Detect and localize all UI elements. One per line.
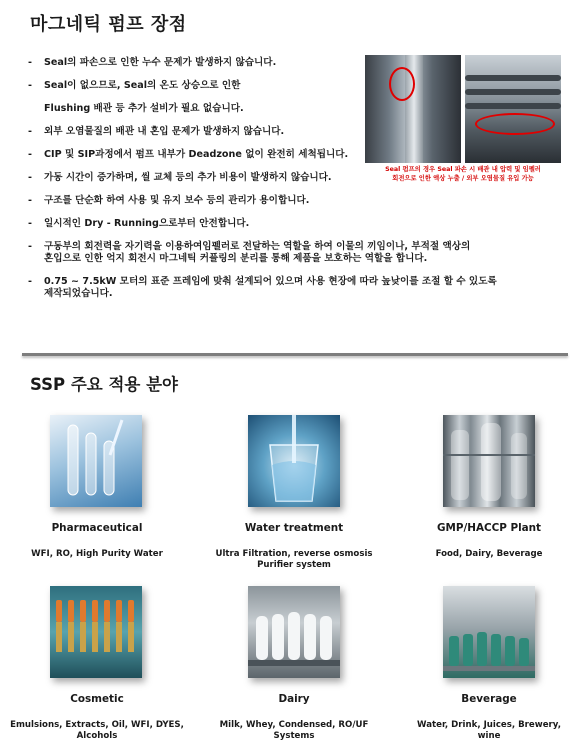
application-desc: WFI, RO, High Purity Water [31,549,163,559]
leak-highlight-ellipse [475,113,555,135]
application-name: Pharmaceutical [51,522,143,534]
spring-coil-shape [465,75,561,81]
application-name: GMP/HACCP Plant [436,522,542,534]
advantage-text: CIP 및 SIP과정에서 펌프 내부가 Deadzone 없이 완전히 세척됩니다. [44,149,349,160]
application-name: Beverage [461,693,517,705]
application-name: Water treatment [244,522,344,534]
seal-pump-photo [365,55,561,163]
advantage-text: 가동 시간이 증가하며, 씰 교체 등의 추가 비용이 발생하지 않습니다. [44,172,332,183]
seal-shaft-image [365,55,461,163]
water-treatment-image [248,415,340,507]
application-desc: Water, Drink, Juices, Brewery, wine [417,720,561,741]
application-desc: Food, Dairy, Beverage [435,549,543,559]
application-desc: Ultra Filtration, reverse osmosis Purifier system [215,549,373,570]
page-title: 마그네틱 펌프 장점 [30,14,187,35]
application-desc: Milk, Whey, Condensed, RO/UF Systems [219,720,369,741]
advantage-text: 외부 오염물질의 배관 내 혼입 문제가 발생하지 않습니다. [44,126,285,137]
advantage-item [28,218,548,230]
spring-coil-shape [465,103,561,109]
application-desc: Emulsions, Extracts, Oil, WFI, DYES, Alcohols [10,720,184,741]
bullet-marker: - [28,149,32,160]
bullet-marker: - [28,276,32,287]
bullet-marker: - [28,80,32,91]
advantage-item [28,241,548,265]
applications-title: SSP 주요 적용 분야 [30,375,178,394]
milk-bottles-icon [248,586,340,678]
application-name: Cosmetic [70,693,124,705]
seal-spring-image [465,55,561,163]
bullet-marker: - [28,126,32,137]
advantage-text: 일시적인 Dry - Running으로부터 안전합니다. [44,218,250,229]
steel-tanks-icon [443,415,535,507]
bullet-marker: - [28,57,32,68]
bullet-marker: - [28,195,32,206]
cosmetic-image [50,586,142,678]
advantage-text: Seal의 파손으로 인한 누수 문제가 발생하지 않습니다. [44,57,277,68]
advantage-item [28,195,548,207]
advantage-item [28,276,548,300]
advantage-text: Seal이 없으므로, Seal의 온도 상승으로 인한 Flushing 배관 등 추가 설비가 필요 없습니다. [44,80,244,114]
bullet-marker: - [28,172,32,183]
advantage-text: 구조를 단순화 하여 사용 및 유지 보수 등의 관리가 용이합니다. [44,195,310,206]
advantage-text: 구동부의 회전력을 자기력을 이용하여임펠러로 전달하는 역할을 하여 이물의 끼임이나, 부적절 액상의 혼입으로 인한 억지 회전시 마그네틱 커플링의 분리를 통해 제품을 보호하는 역할을 합니다. [44,241,471,264]
bullet-marker: - [28,218,32,229]
test-tubes-icon [50,415,142,507]
seal-highlight-circle [389,67,415,101]
section-divider [22,353,568,356]
spring-coil-shape [465,89,561,95]
pharmaceutical-image [50,415,142,507]
application-name: Dairy [278,693,310,705]
dairy-image [248,586,340,678]
advantage-text: 0.75 ~ 7.5kW 모터의 표준 프레임에 맞춰 설계되어 있으며 사용 현장에 따라 높낮이를 조절 할 수 있도록 제작되었습니다. [44,276,497,299]
bullet-marker: - [28,241,32,252]
beverage-image [443,586,535,678]
lipstick-rows-icon [50,586,142,678]
seal-photo-caption: Seal 펌프의 경우 Seal 파손 시 배관 내 압력 및 임펠러 회전으로 인한 액상 누출 / 외부 오염물질 유입 가능 [385,166,541,182]
bottle-line-icon [443,586,535,678]
gmp-plant-image [443,415,535,507]
water-glass-icon [248,415,340,507]
